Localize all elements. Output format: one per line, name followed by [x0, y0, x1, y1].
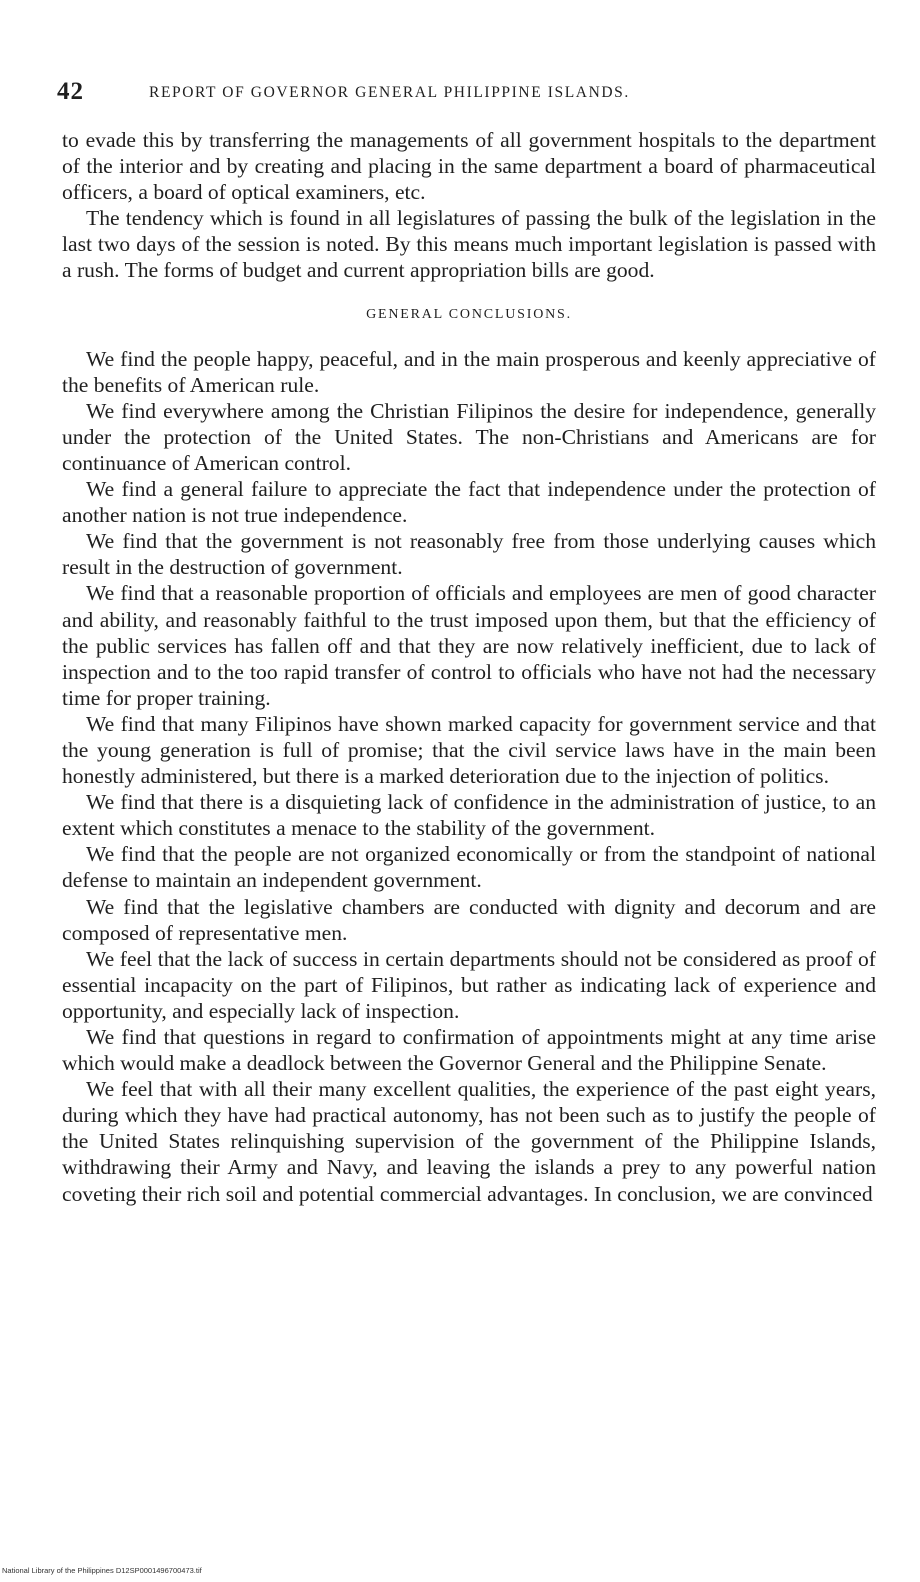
paragraph: We find that questions in regard to confirmation of appointments might at any time arise which would make a deadlock between the Governor General and the Philippine Senate.	[62, 1025, 876, 1076]
paragraph: We find that many Filipinos have shown marked capacity for government service and that the young generation is full of promise; that the civil service laws have in the main been honestly administered, but there is a marked deterioration due to the injection of politics.	[62, 711, 876, 789]
paragraph: We find a general failure to appreciate the fact that independence under the protection of another nation is not true independence.	[62, 477, 876, 528]
paragraph: We find that a reasonable proportion of officials and employees are men of good character and ability, and reasonably faithful to the trust imposed upon them, but that the efficiency of the public services has fallen off and that they are now relatively inefficient, due to lack of inspection and to the too rapid transfer of control to officials who have not had the necessary time for proper training.	[62, 581, 876, 710]
paragraph: We find that the legislative chambers are conducted with dignity and decorum and are composed of representative men.	[62, 894, 876, 945]
running-head: REPORT OF GOVERNOR GENERAL PHILIPPINE ISLANDS.	[149, 84, 630, 101]
paragraph: We find the people happy, peaceful, and in the main prosperous and keenly appreciative of the benefits of American rule.	[62, 346, 876, 397]
paragraph: The tendency which is found in all legislatures of passing the bulk of the legislation in the last two days of the session is noted. By this means much important legislation is passed with a rush. The forms of budget and current appropriation bills are good.	[62, 206, 876, 283]
paragraph: We feel that the lack of success in certain departments should not be considered as proof of essential incapacity on the part of Filipinos, but rather as indicating lack of experience and opportunity, and especially lack of inspection.	[62, 946, 876, 1023]
paragraph: We find that the people are not organized economically or from the standpoint of national defense to maintain an independent government.	[62, 842, 876, 893]
page-body	[62, 127, 876, 1207]
scan-footer-note: National Library of the Philippines D12SP0001496700473.tif	[2, 1566, 202, 1575]
paragraph: We feel that with all their many excellent qualities, the experience of the past eight years, during which they have had practical autonomy, has not been such as to justify the people of the United States relinquishing supervision of the government of the Philippine Islands, withdrawing their Army and Navy, and leaving the islands a prey to any powerful nation coveting their rich soil and potential commercial advantages. In conclusion, we are convinced	[62, 1077, 876, 1206]
page-number: 42	[57, 78, 84, 105]
section-heading: GENERAL CONCLUSIONS.	[366, 306, 572, 322]
paragraph: We find that there is a disquieting lack of confidence in the administration of justice, to an extent which constitutes a menace to the stability of the government.	[62, 790, 876, 841]
paragraph-continued: to evade this by transferring the managements of all government hospitals to the department of the interior and by creating and placing in the same department a board of pharmaceutical officers, a board of optical examiners, etc.	[62, 128, 876, 205]
page-header	[57, 78, 857, 108]
paragraph: We find that the government is not reasonably free from those underlying causes which result in the destruction of government.	[62, 529, 876, 580]
paragraph: We find everywhere among the Christian Filipinos the desire for independence, generally under the protection of the United States. The non-Christians and Americans are for continuance of American control.	[62, 398, 876, 475]
